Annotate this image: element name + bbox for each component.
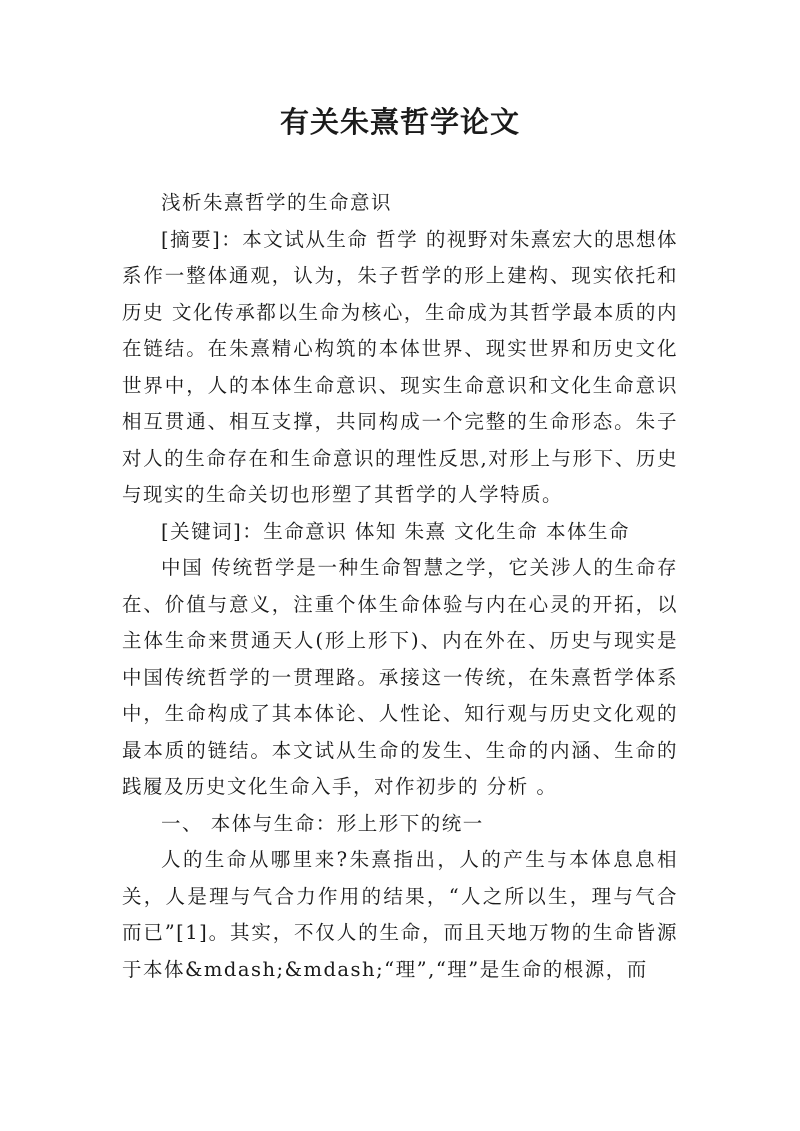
abstract-paragraph: [摘要]：本文试从生命 哲学 的视野对朱熹宏大的思想体系作一整体通观，认为，朱子哲学的形上建构、现实依托和 历史 文化传承都以生命为核心，生命成为其哲学最本质的内在链结。在朱熹精心构筑的本体世界、现实世界和历史文化世界中，人的本体生命意识、现实生命意识和文化生命意识相互贯通、相互支撑，共同构成一个完整的生命形态。朱子对人的生命存在和生命意识的理性反思,对形上与形下、历史与现实的生命关切也形塑了其哲学的人学特质。 [122,227,678,506]
section-heading: 一、 本体与生命：形上形下的统一 [161,811,484,835]
document-title: 有关朱熹哲学论文 [279,105,520,139]
keywords-paragraph: [关键词]：生命意识 体知 朱熹 文化生命 本体生命 [161,519,631,543]
article-subtitle: 浅析朱熹哲学的生命意识 [161,191,393,214]
document-body [122,185,678,988]
intro-paragraph: 中国 传统哲学是一种生命智慧之学，它关涉人的生命存在、价值与意义，注重个体生命体验与内在心灵的开拓，以主体生命来贯通天人(形上形下)、内在外在、历史与现实是中国传统哲学的一贯理路。承接这一传统，在朱熹哲学体系中，生命构成了其本体论、人性论、知行观与历史文化观的最本质的链结。本文试从生命的发生、生命的内涵、生命的践履及历史文化生命入手，对作初步的 分析 。 [122,556,678,798]
section-paragraph: 人的生命从哪里来?朱熹指出，人的产生与本体息息相关，人是理与气合力作用的结果，“人之所以生，理与气合而已”[1]。其实，不仅人的生命，而且天地万物的生命皆源于本体&mdash;&mdash;“理”,“理”是生命的根源，而 [122,848,678,981]
